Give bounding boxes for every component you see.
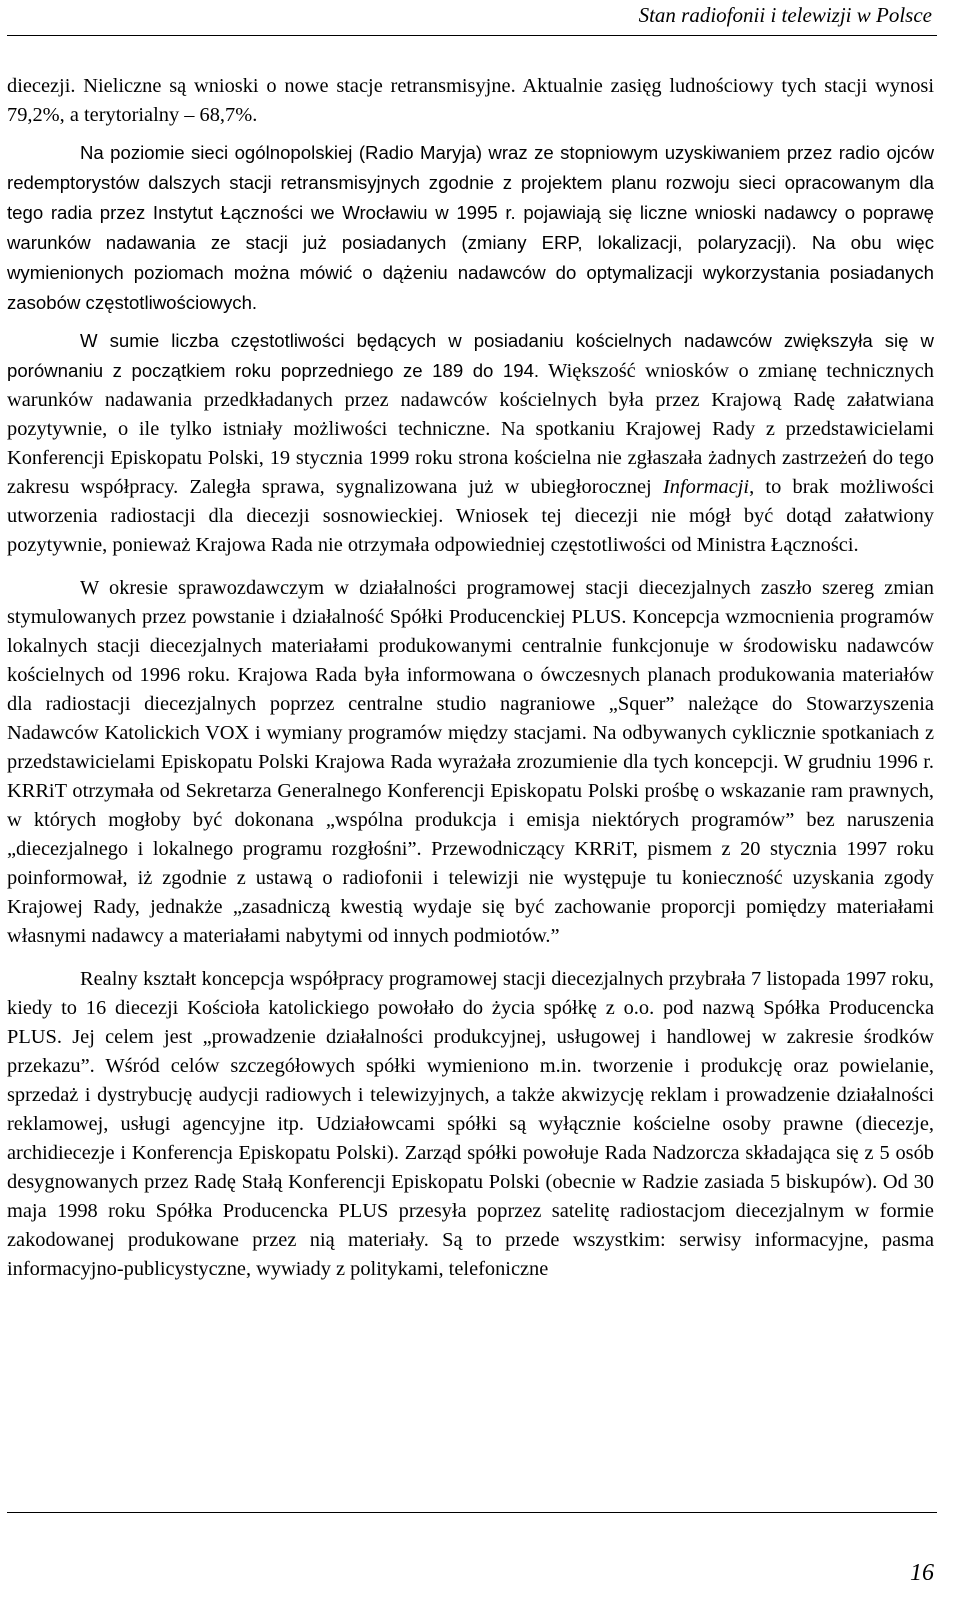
text-segment: Na obu więc wymienionych poziomach można mówić o dążeniu nadawców do optymalizacji wykorzystania posiadanych zasobów częstotliwościowych. — [7, 232, 934, 313]
header-divider — [7, 35, 937, 36]
paragraph-spolka-plus — [7, 965, 934, 1284]
text-segment: Większość wniosków o zmianę technicznych warunków nadawania przedkładanych przez nadawców kościelnych była przez Krajową Radę załatwiana pozytywnie, o ile tylko istniały możliwości techniczne. — [7, 360, 934, 440]
paragraph-radio-maryja — [7, 138, 934, 318]
page-number: 16 — [910, 1560, 934, 1586]
text-segment: W sumie liczba częstotliwości będących w posiadaniu kościelnych nadawców zwiększyła się w porównaniu z początkiem roku poprzedniego ze 189 do 194. — [7, 330, 934, 381]
text-segment: W okresie sprawozdawczym w działalności programowej stacji diecezjalnych zaszło szereg zmian stymulowanych przez powstanie i działalność Spółki Producenckiej PLUS. Koncepcja wzmocnienia programów lokalnych stacji diecezjalnych materiałami produkowanymi centralnie funkcjonuje w środowisku nadawców kościelnych od 1996 roku. Krajowa Rada była informowana o ówczesnych planach produkowania materiałów dla radiostacji diecezjalnych poprzez centralne studio nagraniowe „Squer” należące do Stowarzyszenia Nadawców Katolickich VOX i wymiany programów między stacjami. Na odbywanych cyklicznie spotkaniach z przedstawicielami Episkopatu Polski Krajowa Rada wyrażała zrozumienie dla tych koncepcji. W grudniu 1996 r. KRRiT otrzymała od Sekretarza Generalnego Konferencji Episkopatu Polski prośbę o wskazanie ram prawnych, w których mogłoby być dokonana „wspólna produkcja i emisja niektórych programów” bez naruszenia „diecezjalnego i lokalnego programu rozgłośni”. Przewodniczący KRRiT, pismem z 20 stycznia 1997 roku poinformował, iż zgodnie z ustawą o radiofonii i telewizji nie występuje tu konieczność uzyskania zgody Krajowej Rady, jednakże „zasadniczą kwestią wydaje się być zachowanie proporcji pomiędzy materiałami własnymi nadawcy a materiałami nabytymi od innych podmiotów.” — [7, 577, 934, 947]
paragraph-frequency-count — [7, 326, 934, 560]
text-segment: Zaległa sprawa, sygnalizowana już w ubiegłorocznej — [178, 476, 663, 498]
paragraph-continuation — [7, 72, 934, 130]
footer-divider — [7, 1512, 937, 1513]
text-segment: Realny kształt koncepcja współpracy programowej stacji diecezjalnych przybrała 7 listopada 1997 roku, kiedy to 16 diecezji Kościoła katolickiego powołało do życia spółkę z o.o. pod nazwą Spółka Producencka PLUS. Jej celem jest „prowadzenie działalności produkcyjnej, usługowej i handlowej w zakresie środków przekazu”. Wśród celów szczegółowych spółki wymieniono m.in. tworzenie i produkcję oraz powielanie, sprzedaż i dystrybucję audycji radiowych i telewizyjnych, a także akwizycję reklam i prowadzenie działalności reklamowej, usługi agencyjne itp. Udziałowcami spółki są wyłącznie kościelne osoby prawne (diecezje, archidiecezje i Konferencja Episkopatu Polski). Zarząd spółki powołuje Rada Nadzorcza składająca się z 5 osób desygnowanych przez Radę Stałą Konferencji Episkopatu Polski (obecnie w Radzie zasiada 5 biskupów). Od 30 maja 1998 roku Spółka Producencka PLUS przesyła poprzez satelitę radiostacjom diecezjalnym w formie zakodowanej produkowane przez nią materiały. Są to przede wszystkim: serwisy informacyjne, pasma informacyjno-publicystyczne, wywiady z politykami, telefoniczne — [7, 968, 934, 1280]
text-segment: diecezji. Nieliczne są wnioski o nowe stacje retransmisyjne. Aktualnie zasięg ludnościowy tych stacji wynosi 79,2%, a terytorialny – 68,7%. — [7, 75, 934, 126]
paragraph-programming-changes — [7, 574, 934, 951]
italic-publication-title: Informacji — [662, 476, 750, 498]
document-body — [7, 72, 934, 1284]
text-segment: , to brak możliwości utworzenia radiostacji dla diecezji sosnowieckiej. — [7, 476, 935, 527]
text-segment: Na poziomie sieci ogólnopolskiej (Radio Maryja) wraz ze stopniowym uzyskiwaniem przez radio ojców redemptorystów dalszych stacji retransmisyjnych zgodnie z projektem planu rozwoju sieci opracowanym dla tego radia przez Instytut Łączności we Wrocławiu w 1995 r. pojawiają się liczne wnioski nadawcy o poprawę warunków nadawania ze stacji już posiadanych (zmiany ERP, lokalizacji, polaryzacji). — [7, 142, 934, 253]
text-segment: Wniosek tej diecezji nie mógł być dotąd załatwiony pozytywnie, ponieważ Krajowa Rada nie otrzymała odpowiedniej częstotliwości od Ministra Łączności. — [7, 505, 935, 556]
text-segment: Na spotkaniu Krajowej Rady z przedstawicielami Konferencji Episkopatu Polski, 19 stycznia 1999 roku strona kościelna nie zgłaszała żadnych zastrzeżeń do tego zakresu współpracy. — [7, 418, 934, 498]
running-header: Stan radiofonii i telewizji w Polsce — [638, 3, 932, 27]
